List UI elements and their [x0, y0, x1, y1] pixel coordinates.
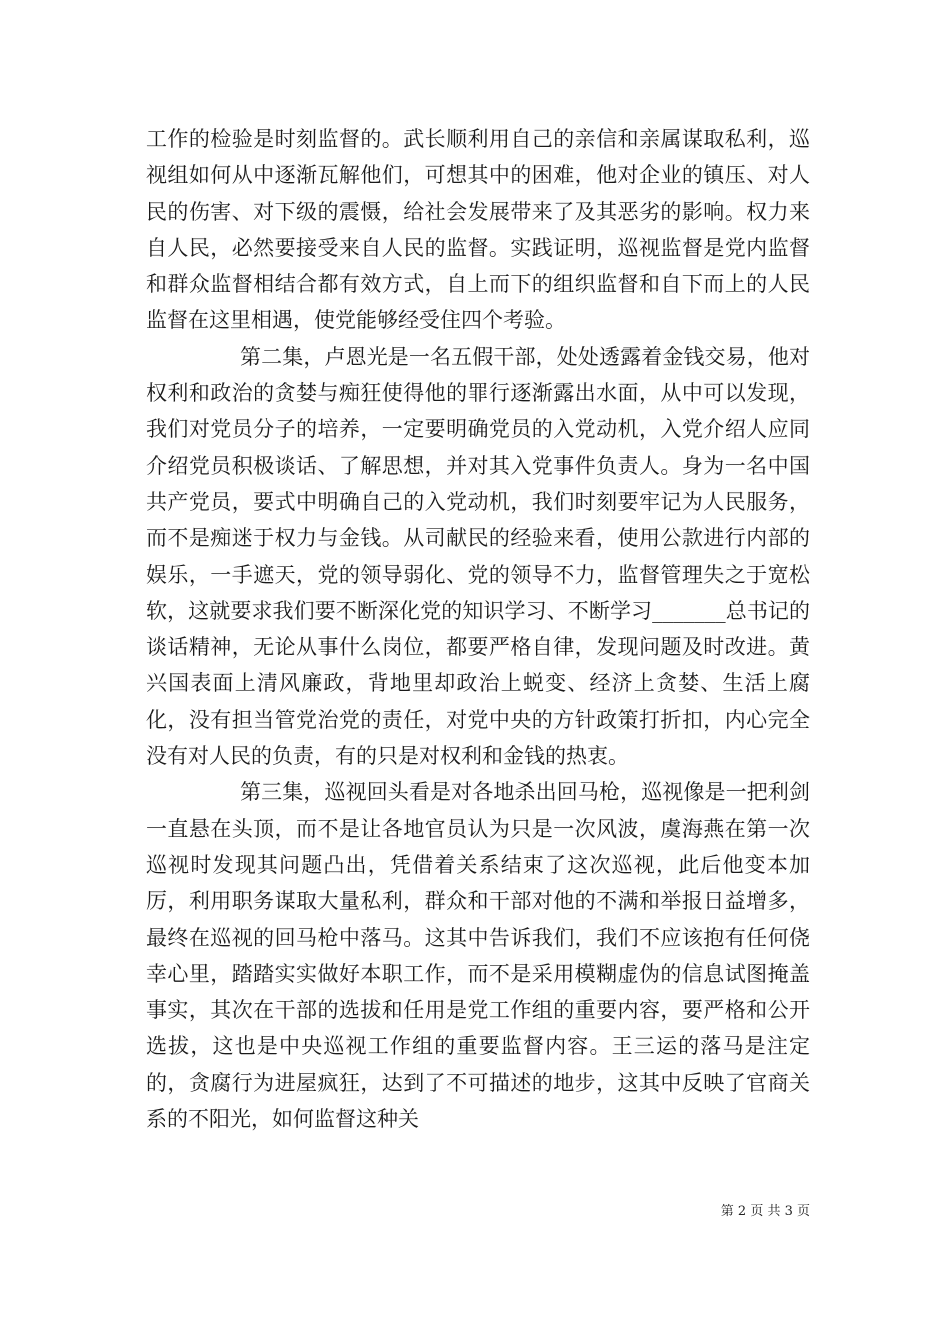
document-body: [146, 121, 810, 1137]
paragraph-3: 第三集，巡视回头看是对各地杀出回马枪，巡视像是一把利剑一直悬在头顶，而不是让各地官员认为只是一次风波，虞海燕在第一次巡视时发现其问题凸出，凭借着关系结束了这次巡视，此后他变本加厉，利用职务谋取大量私利，群众和干部对他的不满和举报日益增多，最终在巡视的回马枪中落马。这其中告诉我们，我们不应该抱有任何侥幸心里，踏踏实实做好本职工作，而不是采用模糊虚伪的信息试图掩盖事实，其次在干部的选拔和任用是党工作组的重要内容，要严格和公开选拔，这也是中央巡视工作组的重要监督内容。王三运的落马是注定的，贪腐行为进屋疯狂，达到了不可描述的地步，这其中反映了官商关系的不阳光，如何监督这种关: [146, 780, 810, 1132]
paragraph-1: 工作的检验是时刻监督的。武长顺利用自己的亲信和亲属谋取私利，巡视组如何从中逐渐瓦解他们，可想其中的困难，他对企业的镇压、对人民的伤害、对下级的震慑，给社会发展带来了及其恶劣的影响。权力来自人民，必然要接受来自人民的监督。实践证明，巡视监督是党内监督和群众监督相结合都有效方式，自上而下的组织监督和自下而上的人民监督在这里相遇，使党能够经受住四个考验。: [146, 127, 810, 333]
page-number-footer: 第 2 页 共 3 页: [720, 1204, 810, 1219]
paragraph-2: 第二集，卢恩光是一名五假干部，处处透露着金钱交易，他对权利和政治的贪婪与痴狂使得他的罪行逐渐露出水面，从中可以发现，我们对党员分子的培养，一定要明确党员的入党动机，入党介绍人应同介绍党员积极谈话、了解思想，并对其入党事件负责人。身为一名中国共产党员，要式中明确自己的入党动机，我们时刻要牢记为人民服务，而不是痴迷于权力与金钱。从司献民的经验来看，使用公款进行内部的娱乐，一手遮天，党的领导弱化、党的领导不力，监督管理失之于宽松软，这就要求我们要不断深化党的知识学习、不断学习_______总书记的谈话精神，无论从事什么岗位，都要严格自律，发现问题及时改进。黄兴国表面上清风廉政，背地里却政治上蜕变、经济上贪婪、生活上腐化，没有担当管党治党的责任，对党中央的方针政策打折扣，内心完全没有对人民的负责，有的只是对权利和金钱的热衷。: [146, 344, 810, 769]
